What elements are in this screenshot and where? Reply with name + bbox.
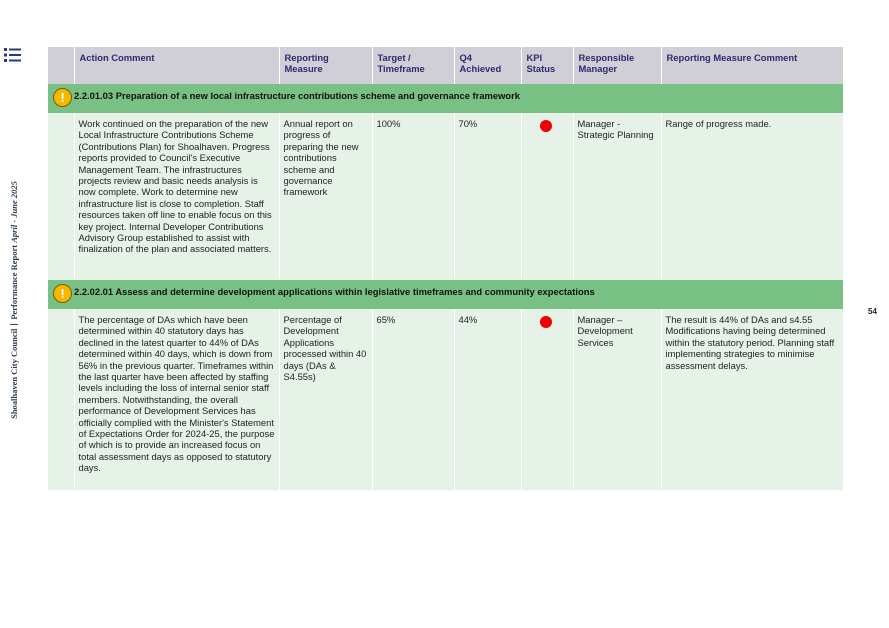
performance-table — [48, 47, 844, 490]
kpi-status-cell — [521, 309, 573, 490]
page-number: 54 — [868, 307, 877, 316]
q4-achieved-cell: 44% — [454, 309, 521, 490]
reporting-measure-cell: Percentage of Development Applications processed within 40 days (DAs & S4.55s) — [279, 309, 372, 490]
responsible-manager-cell: Manager – Development Services — [573, 309, 661, 490]
row-spacer — [48, 113, 74, 280]
section-status-cell — [48, 280, 74, 309]
header-kpi-status: KPI Status — [521, 47, 573, 84]
header-action-comment: Action Comment — [74, 47, 279, 84]
header-responsible-manager: Responsible Manager — [573, 47, 661, 84]
section-status-cell — [48, 84, 74, 113]
table-header-row — [48, 47, 843, 84]
row-spacer — [48, 309, 74, 490]
measure-comment-cell: Range of progress made. — [661, 113, 843, 280]
header-reporting-measure: Reporting Measure — [279, 47, 372, 84]
sidebar-report-title — [9, 181, 19, 419]
section-header-row — [48, 280, 843, 309]
table-row — [48, 113, 843, 280]
sidebar-divider — [10, 324, 18, 325]
kpi-status-cell — [521, 113, 573, 280]
warning-icon: ! — [53, 284, 72, 303]
header-icon-col — [48, 47, 74, 84]
kpi-status-dot — [540, 316, 552, 328]
section-title: 2.2.02.01 Assess and determine development applications within legislative timeframes and community expectations — [74, 280, 843, 309]
sidebar-period: April - June 2025 — [9, 181, 19, 243]
warning-icon: ! — [53, 88, 72, 107]
header-target: Target / Timeframe — [372, 47, 454, 84]
reporting-measure-cell: Annual report on progress of preparing the new contributions scheme and governance framework — [279, 113, 372, 280]
header-measure-comment: Reporting Measure Comment — [661, 47, 843, 84]
target-cell: 65% — [372, 309, 454, 490]
kpi-status-dot — [540, 120, 552, 132]
list-menu-icon[interactable] — [4, 47, 21, 63]
sidebar-org: Shoalhaven City Council — [9, 328, 19, 419]
action-comment-cell: The percentage of DAs which have been determined within 40 statutory days has declined in the latest quarter to 44% of DAs determined within 40 days, which is down from 56% in the previous quarter. Timeframes within the last quarter have been affected by staffing levels including the loss of internal senior staff members. Notwithstanding, the overall performance of Development Services has officially complied with the Minister's Statement of Expectations Order for 2024-25, the purpose of which is to provide an increased focus on total assessment days as opposed to statutory days. — [74, 309, 279, 490]
measure-comment-cell: The result is 44% of DAs and s4.55 Modifications having being determined within the statutory period. Planning staff implementing strategies to minimise assessment delays. — [661, 309, 843, 490]
responsible-manager-cell: Manager - Strategic Planning — [573, 113, 661, 280]
section-title: 2.2.01.03 Preparation of a new local infrastructure contributions scheme and governance framework — [74, 84, 843, 113]
action-comment-cell: Work continued on the preparation of the new Local Infrastructure Contributions Scheme (Contributions Plan) for Shoalhaven. Progress reports provided to Council's Executive Management Team. The infrastructures projects review and basic needs analysis is now complete. Work to determine new infrastructure list is close to completion. Staff resources taken off line to enable focus on this key project. Internal Developer Contributions Advisory Group established to assist with finalization of the plan and associated matters. — [74, 113, 279, 280]
target-cell: 100% — [372, 113, 454, 280]
header-q4-achieved: Q4 Achieved — [454, 47, 521, 84]
sidebar-report: Performance Report — [9, 244, 19, 320]
q4-achieved-cell: 70% — [454, 113, 521, 280]
section-header-row — [48, 84, 843, 113]
table-row — [48, 309, 843, 490]
